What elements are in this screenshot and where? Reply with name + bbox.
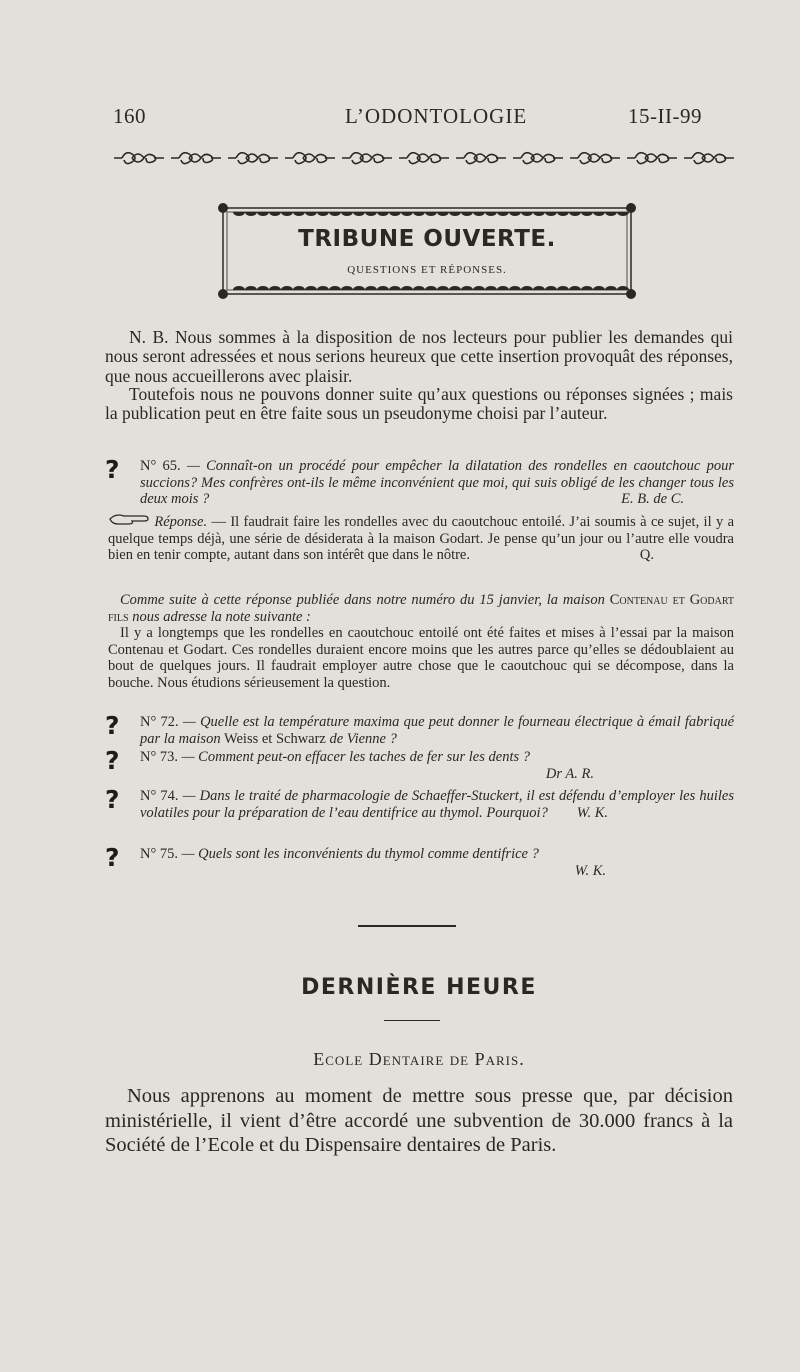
question-text: — Connaît-on un procédé pour empêcher la dilatation des rondelles en caoutchouc pour succions? Mes confrères ont-ils le même inconvénient que moi, qui suis obligé de les changer tous les deux mois ? <box>140 458 735 507</box>
suite-paragraph <box>108 592 734 625</box>
question-mark-icon: ? <box>105 785 120 814</box>
section-divider <box>358 925 456 927</box>
question-number: N° 73. <box>140 749 179 765</box>
question-text: — Comment peut-on effacer les taches de fer sur les dents ? <box>181 749 530 765</box>
title-underline <box>384 1020 440 1021</box>
signature: W. K. <box>574 862 606 879</box>
ornament-segment <box>171 153 221 164</box>
question-73 <box>108 749 734 782</box>
ornament-segment <box>285 153 335 164</box>
scroll-ornament-band-icon <box>108 147 744 169</box>
suite-body: Il y a longtemps que les rondelles en caoutchouc entoilé ont été faites et mises à l’essai par la maison Contenau et Godart. Ces rondelles duraient encore moins que les autres parce qu’elles se dédoublaient au bout de quelques jours. Il faudrait employer autre chose que le caoutchouc qui se décompose, dans la bouche. Nous étudions sérieusement la question. <box>108 625 734 691</box>
suite-intro: Comme suite à cette réponse publiée dans notre numéro du 15 janvier, la maison <box>120 592 605 608</box>
maker-name: Weiss et Schwarz <box>223 730 326 747</box>
ornament-segment <box>570 153 620 164</box>
question-mark-icon: ? <box>105 455 120 484</box>
question-mark-icon: ? <box>105 746 120 775</box>
question-number: N° 65. <box>140 458 181 474</box>
tribune-title: TRIBUNE OUVERTE. <box>298 226 556 252</box>
page-number: 160 <box>113 104 146 128</box>
question-65 <box>108 458 734 508</box>
ornament-segment <box>399 153 449 164</box>
tribune-subtitle: QUESTIONS ET RÉPONSES. <box>347 264 507 276</box>
question-number: N° 72. <box>140 714 179 730</box>
ornament-segment <box>627 153 677 164</box>
question-text: — Quels sont les inconvénients du thymol comme dentifrice ? <box>181 846 539 862</box>
ornament-segment <box>456 153 506 164</box>
suite-tail: nous adresse la note suivante : <box>132 608 311 625</box>
intro-paragraph-2: Toutefois nous ne pouvons donner suite qu’aux questions ou réponses signées ; mais la publication peut en être faite sous un pseudonyme choisi par l’auteur. <box>105 384 733 424</box>
question-75 <box>108 846 734 879</box>
question-text-end: de Vienne ? <box>329 730 397 747</box>
question-text: — Dans le traité de pharmacologie de Schaeffer-Stuckert, il est défendu d’employer les huiles volatiles pour la préparation de l’eau dentifrice au thymol. Pourquoi? <box>140 788 734 821</box>
signature: E. B. de C. <box>621 491 684 507</box>
subsection-title-text: Ecole Dentaire de Paris. <box>313 1049 525 1069</box>
pointing-hand-icon <box>108 512 150 531</box>
question-mark-icon: ? <box>105 711 120 740</box>
question-72 <box>108 714 734 747</box>
ornament-segment <box>228 153 278 164</box>
ornament-segment <box>684 153 734 164</box>
issue-date: 15-II-99 <box>628 104 702 128</box>
reponse-text: — Il faudrait faire les rondelles avec du caoutchouc entoilé. J’ai soumis à ce sujet, il y a quelque temps déjà, une série de désiderata à la maison Godart. Je pense qu’un jour ou l’autre elle voudra bien en tenir compte, autant dans son intérêt que dans le nôtre. <box>108 514 735 563</box>
question-74 <box>108 788 734 821</box>
ornament-segment <box>114 153 164 164</box>
question-mark-icon: ? <box>105 843 120 872</box>
signature: W. K. <box>576 804 608 821</box>
signature: Q. <box>639 547 654 563</box>
question-text: — Quelle est la température maxima que peut donner le fourneau électrique à émail fabriqué par la maison <box>140 714 735 747</box>
reponse-paragraph <box>108 512 734 564</box>
intro-paragraph-1: N. B. Nous sommes à la disposition de nos lecteurs pour publier les demandes qui nous seront adressées et nous serions heureux que cette insertion provoquât des réponses, que nous accueillerons avec plaisir. <box>105 327 733 386</box>
question-number: N° 75. <box>140 846 179 862</box>
reponse-label: Réponse. <box>154 514 208 530</box>
news-paragraph <box>105 1084 733 1158</box>
firm-name: Contenau et Godart fils <box>108 592 735 625</box>
ornament-segment <box>342 153 392 164</box>
signature: Dr A. R. <box>545 765 594 782</box>
running-title: L’ODONTOLOGIE <box>345 104 528 128</box>
ornament-segment <box>513 153 563 164</box>
subsection-title <box>105 1049 733 1070</box>
news-text: Nous apprenons au moment de mettre sous presse que, par décision ministérielle, il vient d’être accordé une subvention de 30.000 francs à la Société de l’Ecole et du Dispensaire dentaires de Paris. <box>105 1085 733 1156</box>
question-number: N° 74. <box>140 788 179 804</box>
section-title: DERNIÈRE HEURE <box>301 975 537 1000</box>
